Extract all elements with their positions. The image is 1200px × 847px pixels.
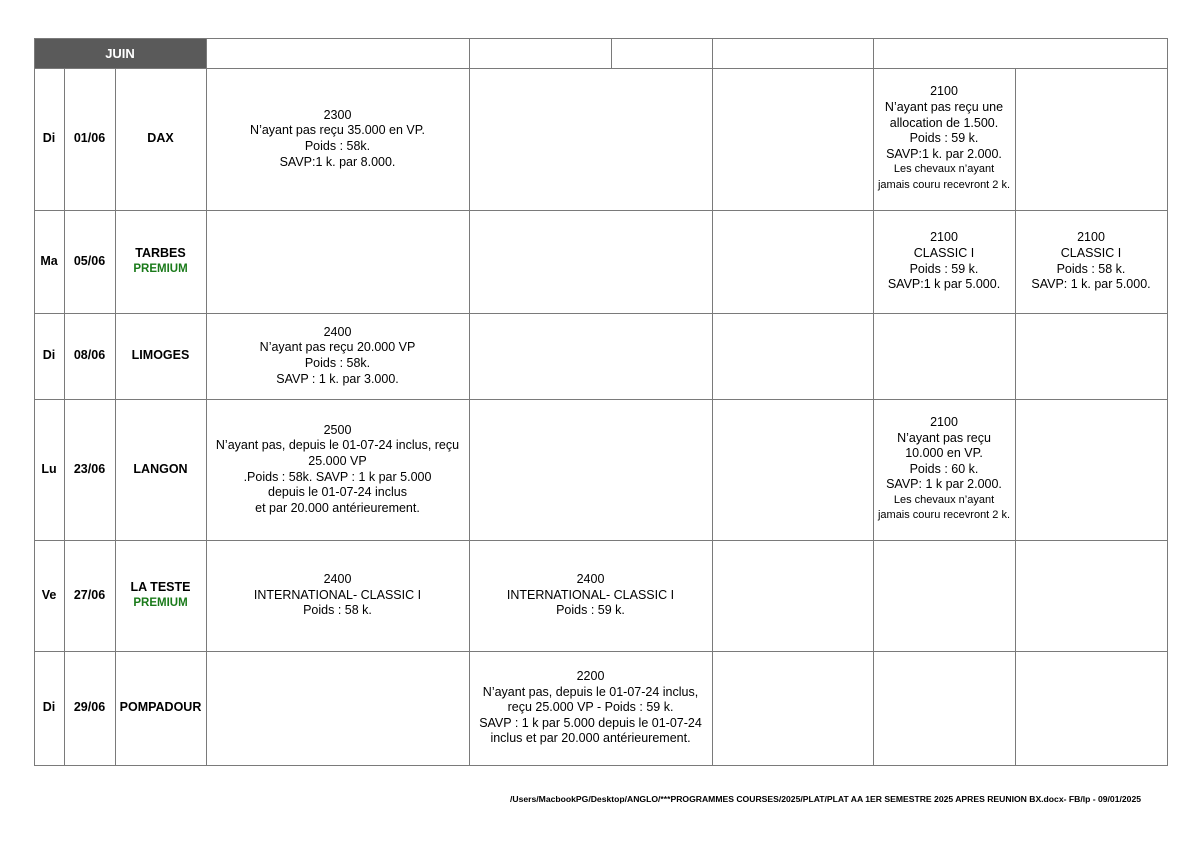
cell-text-line: Les chevaux n’ayant bbox=[893, 163, 995, 176]
cell-text-line: et par 20.000 antérieurement. bbox=[255, 500, 420, 515]
venue-cell bbox=[115, 651, 206, 765]
date-cell bbox=[64, 313, 115, 399]
cell-text-line: N’ayant pas reçu une bbox=[884, 100, 1004, 115]
cell-text-line: DAX bbox=[147, 131, 174, 146]
race-cell bbox=[1015, 68, 1167, 210]
date-cell bbox=[64, 68, 115, 210]
cell-text-line: 2100 bbox=[1077, 230, 1105, 245]
race-cell bbox=[712, 210, 873, 313]
cell-text-line: Lu bbox=[41, 461, 57, 476]
race-cell bbox=[712, 313, 873, 399]
venue-cell bbox=[115, 210, 206, 313]
race-cell bbox=[712, 540, 873, 651]
cell-text-line: jamais couru recevront 2 k. bbox=[877, 509, 1011, 522]
venue-cell bbox=[115, 540, 206, 651]
cell-text-line: 2400 bbox=[576, 572, 605, 587]
day-cell bbox=[34, 313, 64, 399]
cell-text-line: CLASSIC I bbox=[913, 245, 975, 260]
race-cell bbox=[469, 651, 712, 765]
cell-text-line: Poids : 58k. bbox=[304, 356, 371, 370]
cell-text-line: TARBES bbox=[135, 245, 186, 260]
race-cell bbox=[206, 540, 469, 651]
race-cell bbox=[469, 68, 712, 210]
cell-text-line: POMPADOUR bbox=[119, 700, 202, 715]
cell-text-line: reçu 25.000 VP - Poids : 59 k. bbox=[507, 700, 674, 715]
day-cell bbox=[34, 540, 64, 651]
cell-text-line: Poids : 58 k. bbox=[1056, 261, 1126, 276]
grid-line-horizontal bbox=[34, 38, 1168, 39]
cell-text-line: Poids : 60 k. bbox=[909, 461, 979, 476]
cell-text-line: 25.000 VP bbox=[308, 453, 367, 468]
premium-tag: PREMIUM bbox=[133, 262, 188, 275]
cell-text-line: allocation de 1.500. bbox=[889, 115, 999, 130]
day-cell bbox=[34, 651, 64, 765]
race-cell bbox=[873, 399, 1015, 540]
month-label: JUIN bbox=[105, 45, 135, 61]
grid-line-vertical bbox=[873, 38, 874, 69]
cell-text-line: inclus et par 20.000 antérieurement. bbox=[490, 731, 691, 746]
race-cell bbox=[1015, 399, 1167, 540]
cell-text-line: Poids : 58 k. bbox=[303, 603, 372, 618]
cell-text-line: SAVP:1 k. par 2.000. bbox=[886, 146, 1002, 161]
race-cell bbox=[1015, 313, 1167, 399]
grid-line-vertical bbox=[206, 38, 207, 69]
race-cell bbox=[873, 313, 1015, 399]
race-cell bbox=[712, 651, 873, 765]
grid-line-vertical bbox=[469, 38, 470, 69]
date-cell bbox=[64, 651, 115, 765]
date-cell bbox=[64, 540, 115, 651]
grid-line-vertical bbox=[712, 38, 713, 69]
cell-text-line: 10.000 en VP. bbox=[905, 446, 983, 461]
day-cell bbox=[34, 210, 64, 313]
race-cell bbox=[712, 68, 873, 210]
cell-text-line: Ve bbox=[41, 587, 57, 602]
venue-cell bbox=[115, 313, 206, 399]
cell-text-line: Di bbox=[42, 348, 56, 363]
date-cell bbox=[64, 399, 115, 540]
cell-text-line: SAVP: 1 k par 2.000. bbox=[886, 477, 1002, 492]
grid-line-vertical bbox=[1167, 68, 1168, 766]
cell-text-line: SAVP:1 k. par 8.000. bbox=[279, 154, 396, 169]
cell-text-line: 2100 bbox=[930, 230, 958, 245]
cell-text-line: depuis le 01-07-24 inclus bbox=[268, 485, 407, 500]
cell-text-line: N’ayant pas reçu 35.000 en VP. bbox=[250, 123, 425, 138]
premium-tag: PREMIUM bbox=[133, 596, 188, 609]
cell-text-line: 27/06 bbox=[73, 587, 106, 602]
race-cell bbox=[1015, 210, 1167, 313]
cell-text-line: SAVP: 1 k. par 5.000. bbox=[1031, 277, 1151, 292]
cell-text-line: INTERNATIONAL- CLASSIC I bbox=[253, 587, 422, 602]
cell-text-line: 08/06 bbox=[73, 348, 106, 363]
cell-text-line: N’ayant pas reçu 20.000 VP bbox=[259, 340, 416, 355]
cell-text-line: Poids : 58k. bbox=[304, 139, 371, 153]
cell-text-line: Poids : 59 k. bbox=[909, 261, 979, 276]
grid-line-horizontal bbox=[34, 765, 1168, 766]
grid-line-vertical bbox=[611, 38, 612, 69]
cell-text-line: Poids : 59 k. bbox=[556, 603, 625, 618]
race-cell bbox=[469, 540, 712, 651]
cell-text-line: Les chevaux n’ayant bbox=[893, 493, 995, 506]
date-cell bbox=[64, 210, 115, 313]
race-cell bbox=[873, 651, 1015, 765]
cell-text-line: LANGON bbox=[133, 461, 188, 476]
race-cell bbox=[469, 399, 712, 540]
cell-text-line: 05/06 bbox=[73, 253, 106, 268]
race-cell bbox=[206, 210, 469, 313]
race-cell bbox=[206, 313, 469, 399]
cell-text-line: jamais couru recevront 2 k. bbox=[877, 178, 1011, 191]
cell-text-line: INTERNATIONAL- CLASSIC I bbox=[506, 587, 675, 602]
cell-text-line: LA TESTE bbox=[130, 579, 191, 594]
race-cell bbox=[873, 540, 1015, 651]
race-cell bbox=[206, 651, 469, 765]
cell-text-line: 2400 bbox=[323, 324, 352, 339]
cell-text-line: SAVP : 1 k. par 3.000. bbox=[276, 371, 399, 386]
cell-text-line: Ma bbox=[40, 253, 58, 268]
race-cell bbox=[873, 210, 1015, 313]
venue-cell bbox=[115, 399, 206, 540]
cell-text-line: 29/06 bbox=[73, 700, 106, 715]
cell-text-line: 2500 bbox=[323, 422, 352, 437]
day-cell bbox=[34, 399, 64, 540]
cell-text-line: LIMOGES bbox=[131, 348, 190, 363]
cell-text-line: 2100 bbox=[930, 84, 958, 99]
cell-text-line: 2200 bbox=[576, 669, 605, 684]
day-cell bbox=[34, 68, 64, 210]
race-cell bbox=[1015, 651, 1167, 765]
cell-text-line: 01/06 bbox=[73, 131, 106, 146]
cell-text-line: N’ayant pas, depuis le 01-07-24 inclus, reçu bbox=[215, 438, 460, 453]
cell-text-line: Poids : 59 k. bbox=[909, 131, 979, 146]
venue-cell bbox=[115, 68, 206, 210]
cell-text-line: 2100 bbox=[930, 414, 958, 429]
race-cell bbox=[1015, 540, 1167, 651]
cell-text-line: .Poids : 58k. SAVP : 1 k par 5.000 bbox=[243, 469, 432, 484]
cell-text-line: N’ayant pas reçu bbox=[897, 430, 991, 445]
race-cell bbox=[206, 399, 469, 540]
race-cell bbox=[469, 210, 712, 313]
cell-text-line: SAVP : 1 k par 5.000 depuis le 01-07-24 bbox=[479, 715, 702, 730]
race-cell bbox=[712, 399, 873, 540]
footer-file-path: /Users/MacbookPG/Desktop/ANGLO/***PROGRAMMES COURSES/2025/PLAT/PLAT AA 1ER SEMESTRE 2025 APRES REUNION BX.docx- FB/lp - 09/01/2025 bbox=[510, 794, 1141, 804]
cell-text-line: CLASSIC I bbox=[1060, 245, 1122, 260]
cell-text-line: N’ayant pas, depuis le 01-07-24 inclus, bbox=[482, 684, 699, 699]
race-cell bbox=[873, 68, 1015, 210]
cell-text-line: 2300 bbox=[323, 107, 352, 122]
race-cell bbox=[206, 68, 469, 210]
cell-text-line: Di bbox=[42, 700, 56, 715]
cell-text-line: 23/06 bbox=[73, 461, 106, 476]
grid-line-vertical bbox=[1167, 38, 1168, 69]
cell-text-line: Di bbox=[42, 131, 56, 146]
race-cell bbox=[469, 313, 712, 399]
cell-text-line: 2400 bbox=[323, 572, 352, 587]
cell-text-line: SAVP:1 k par 5.000. bbox=[887, 277, 1001, 292]
